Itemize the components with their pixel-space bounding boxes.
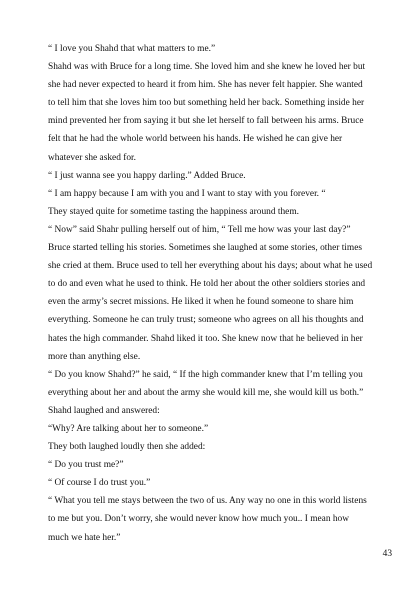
text-line: felt that he had the whole world between his hands. He wished he can give her	[48, 134, 343, 145]
body-text	[48, 40, 393, 547]
text-line: Shahd laughed and answered:	[48, 405, 160, 416]
text-line: even the army’s secret missions. He liked it when he found someone to share him	[48, 297, 354, 308]
text-line: “Why? Are talking about her to someone.”	[48, 423, 209, 434]
text-line: whatever she asked for.	[48, 152, 136, 163]
text-line: everything. Someone he can truly trust; someone who agrees on all his thoughts and	[48, 315, 364, 326]
text-line: “ I love you Shahd that what matters to me.”	[48, 44, 216, 54]
text-line: she had never expected to heard it from him. She has never felt happier. She wanted	[48, 80, 363, 91]
page-number: 43	[382, 549, 392, 559]
text-line: “ I just wanna see you happy darling.” Added Bruce.	[48, 170, 246, 181]
text-line: They stayed quite for sometime tasting the happiness around them.	[48, 206, 299, 217]
text-line: “ Now” said Shahr pulling herself out of him, “ Tell me how was your last day?”	[48, 224, 351, 235]
text-line: hates the high commander. Shahd liked it too. She knew now that he believed in her	[48, 333, 363, 344]
text-line: They both laughed loudly then she added:	[48, 442, 206, 453]
text-line: mind prevented her from saying it but she let herself to fall between his arms. Bruce	[48, 116, 364, 127]
text-line: Bruce started telling his stories. Sometimes she laughed at some stories, other times	[48, 243, 363, 254]
text-line: “ I am happy because I am with you and I want to stay with you forever. “	[48, 188, 326, 199]
text-line: more than anything else.	[48, 351, 141, 362]
text-line: to do and even what he used to think. He told her about the other soldiers stories and	[48, 279, 366, 290]
text-line: to tell him that she loves him too but something held her back. Something inside her	[48, 98, 365, 109]
text-line: “ What you tell me stays between the two of us. Any way no one in this world listens	[48, 496, 367, 507]
text-line: Shahd was with Bruce for a long time. She loved him and she knew he loved her but	[48, 62, 366, 73]
text-line: “ Do you know Shahd?” he said, “ If the high commander knew that I’m telling you	[48, 369, 363, 380]
text-line: she cried at them. Bruce used to tell her everything about his days; about what he used	[48, 261, 373, 272]
text-line: “ Do you trust me?”	[48, 460, 124, 471]
text-line: to me but you. Don’t worry, she would never know how much you.. I mean how	[48, 514, 349, 525]
text-line: much we hate her.”	[48, 532, 121, 543]
text-line: everything about her and about the army she would kill me, she would kill us both.”	[48, 387, 364, 398]
text-line: “ Of course I do trust you.”	[48, 478, 151, 489]
